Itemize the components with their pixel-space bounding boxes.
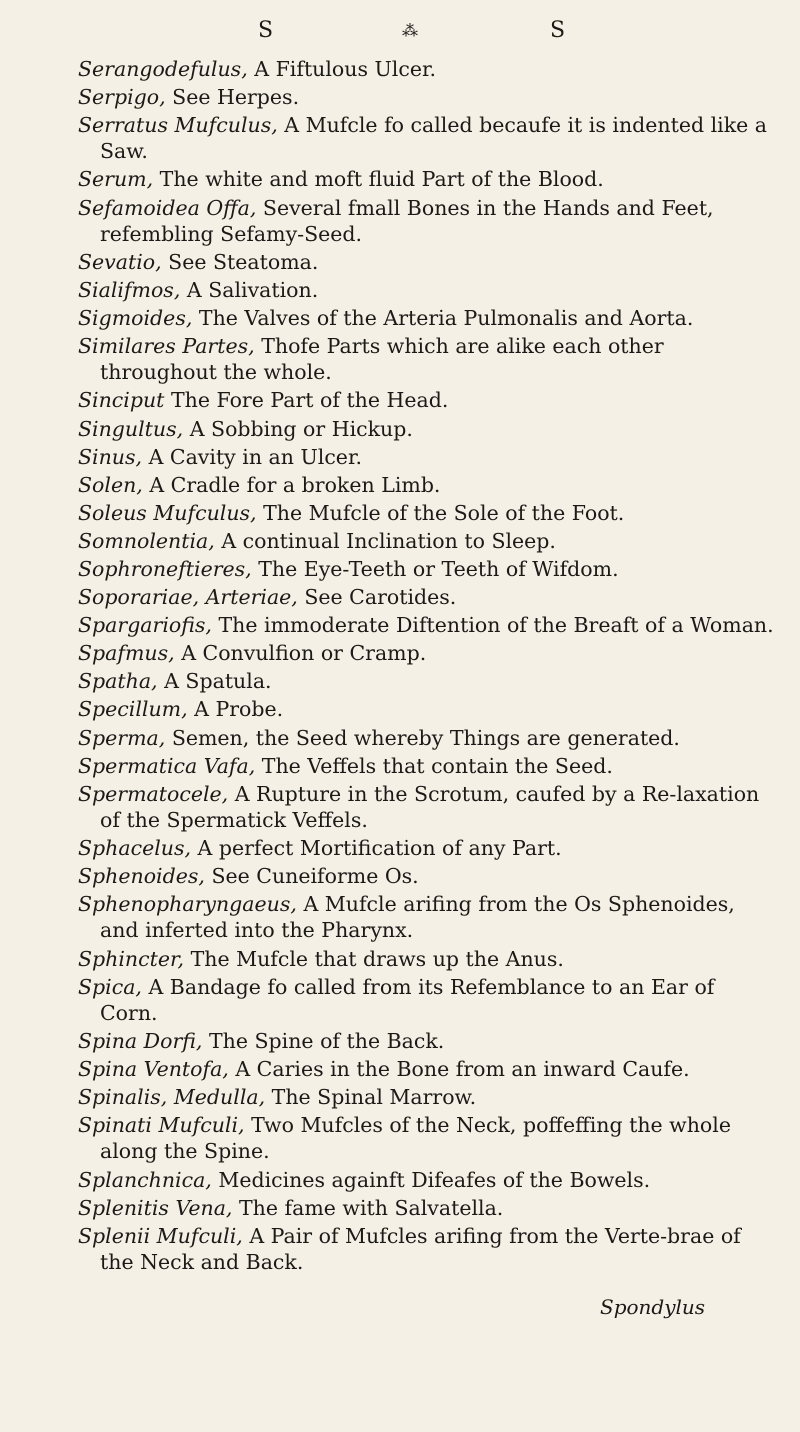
- entry-definition: A Fiftulous Ulcer.: [254, 57, 437, 81]
- glossary-entry: [78, 584, 778, 610]
- glossary-entry: [78, 416, 778, 442]
- entry-definition: A Cradle for a broken Limb.: [149, 472, 441, 497]
- entry-term: Sphenopharyngaeus,: [78, 892, 297, 917]
- entry-definition: The immoderate Diftention of the Breaft of a Woman.: [218, 613, 774, 638]
- entry-term: Sphacelus,: [78, 836, 192, 861]
- glossary-entry: [78, 1195, 778, 1221]
- entry-term: Spermatica Vafa,: [78, 753, 256, 778]
- glossary-entry: [78, 946, 778, 972]
- entry-definition: A Bandage fo called from its Refemblance to an Ear of Corn.: [100, 974, 715, 1025]
- entry-term: Serratus Mufculus,: [78, 113, 278, 138]
- entry-definition: A Mufcle fo called becaufe it is indented like a Saw.: [100, 113, 768, 164]
- glossary-entry: [78, 195, 778, 247]
- entry-definition: Two Mufcles of the Neck, poffeffing the whole along the Spine.: [100, 1113, 731, 1164]
- glossary-entry: [78, 387, 778, 413]
- entry-definition: The Eye-Teeth or Teeth of Wifdom.: [258, 557, 619, 582]
- entry-definition: The Veffels that contain the Seed.: [261, 753, 613, 778]
- entry-definition: The Valves of the Arteria Pulmonalis and Aorta.: [198, 306, 694, 331]
- entry-definition: A Caries in the Bone from an inward Caufe.: [235, 1057, 690, 1082]
- entry-term: Spermatocele,: [78, 781, 229, 806]
- entry-term: Sigmoides,: [78, 306, 193, 331]
- entry-term: Splenitis Vena,: [78, 1195, 233, 1220]
- glossary-entry: [78, 668, 778, 694]
- entry-term: Sphenoides,: [78, 864, 205, 889]
- entry-term: Spafmus,: [78, 641, 175, 666]
- glossary-entry: [78, 1112, 778, 1164]
- entry-term: Sperma,: [78, 725, 166, 750]
- glossary-entry: [78, 472, 778, 498]
- entry-term: Sevatio,: [78, 249, 162, 274]
- entry-definition: The Mufcle that draws up the Anus.: [190, 946, 564, 971]
- glossary-entry: [78, 1028, 778, 1054]
- entry-term: Sialifmos,: [78, 277, 181, 302]
- entry-definition: The Mufcle of the Sole of the Foot.: [263, 500, 625, 525]
- entry-term: Splanchnica,: [78, 1167, 212, 1192]
- entry-term: Soleus Mufculus,: [78, 500, 257, 525]
- entry-term: Serangodefulus,: [78, 57, 248, 81]
- entry-term: Spargariofis,: [78, 613, 212, 638]
- glossary-entry: [78, 696, 778, 722]
- entry-definition: The Spine of the Back.: [208, 1028, 445, 1053]
- entry-definition: A Cavity in an Ulcer.: [148, 444, 363, 469]
- entry-term: Spica,: [78, 974, 142, 999]
- entry-term: Soporariae, Arteriae,: [78, 585, 298, 610]
- entry-term: Spina Ventofa,: [78, 1057, 229, 1082]
- entry-term: Somnolentia,: [78, 528, 215, 553]
- glossary-entry: [78, 640, 778, 666]
- glossary-entry: [78, 56, 778, 82]
- entry-term: Sinus,: [78, 444, 143, 469]
- glossary-entry: [78, 1167, 778, 1193]
- entry-definition: A Pair of Mufcles arifing from the Verte-brae of the Neck and Back.: [100, 1223, 741, 1274]
- entry-term: Spina Dorfi,: [78, 1028, 203, 1053]
- glossary-entries: [78, 56, 778, 1277]
- running-head-right: S: [550, 18, 567, 43]
- glossary-entry: [78, 725, 778, 751]
- running-head-left: S: [258, 18, 275, 43]
- entry-definition: Semen, the Seed whereby Things are generated.: [171, 725, 680, 750]
- glossary-entry: [78, 835, 778, 861]
- entry-definition: A Mufcle arifing from the Os Sphenoides, and inferted into the Pharynx.: [100, 892, 735, 943]
- glossary-entry: [78, 112, 778, 164]
- entry-definition: A Sobbing or Hickup.: [189, 416, 413, 441]
- entry-definition: The fame with Salvatella.: [238, 1195, 504, 1220]
- running-head: [0, 18, 800, 48]
- glossary-entry: [78, 1056, 778, 1082]
- glossary-entry: [78, 1084, 778, 1110]
- glossary-entry: [78, 974, 778, 1026]
- glossary-entry: [78, 753, 778, 779]
- glossary-entry: [78, 500, 778, 526]
- entry-term: Sinciput: [78, 388, 165, 413]
- glossary-entry: [78, 277, 778, 303]
- entry-definition: The Fore Part of the Head.: [170, 388, 449, 413]
- entry-term: Spinati Mufculi,: [78, 1113, 245, 1138]
- entry-term: Sefamoidea Offa,: [78, 195, 257, 220]
- glossary-entry: [78, 528, 778, 554]
- entry-definition: A continual Inclination to Sleep.: [221, 528, 556, 553]
- glossary-entry: [78, 84, 778, 110]
- entry-term: Solen,: [78, 472, 143, 497]
- glossary-entry: [78, 305, 778, 331]
- glossary-entry: [78, 444, 778, 470]
- glossary-entry: [78, 333, 778, 385]
- entry-definition: A Rupture in the Scrotum, caufed by a Re-laxation of the Spermatick Veffels.: [100, 781, 760, 832]
- entry-term: Singultus,: [78, 416, 184, 441]
- entry-definition: The white and moft fluid Part of the Blood.: [159, 167, 604, 192]
- entry-term: Spinalis, Medulla,: [78, 1085, 266, 1110]
- entry-definition: A Convulfion or Cramp.: [181, 641, 427, 666]
- entry-definition: A Salivation.: [186, 277, 319, 302]
- entry-definition: See Herpes.: [172, 85, 300, 110]
- glossary-entry: [78, 1223, 778, 1275]
- running-head-ornament: ⁂: [402, 21, 419, 40]
- glossary-entry: [78, 612, 778, 638]
- entry-term: Specillum,: [78, 697, 188, 722]
- entry-definition: See Carotides.: [304, 585, 457, 610]
- entry-term: Serpigo,: [78, 85, 166, 110]
- entry-definition: See Steatoma.: [168, 249, 319, 274]
- entry-definition: A Probe.: [194, 697, 284, 722]
- entry-definition: A Spatula.: [164, 669, 272, 694]
- entry-term: Spatha,: [78, 669, 158, 694]
- entry-term: Similares Partes,: [78, 334, 255, 359]
- entry-definition: Medicines againft Difeafes of the Bowels.: [218, 1167, 651, 1192]
- entry-definition: Several fmall Bones in the Hands and Feet, refembling Sefamy-Seed.: [100, 195, 714, 246]
- entry-definition: A perfect Mortification of any Part.: [197, 836, 562, 861]
- entry-definition: The Spinal Marrow.: [271, 1085, 477, 1110]
- entry-term: Splenii Mufculi,: [78, 1223, 243, 1248]
- glossary-entry: [78, 166, 778, 192]
- catchword: Spondylus: [600, 1295, 706, 1319]
- entry-definition: See Cuneiforme Os.: [211, 864, 419, 889]
- entry-term: Sphincter,: [78, 946, 185, 971]
- glossary-entry: [78, 556, 778, 582]
- glossary-entry: [78, 249, 778, 275]
- entry-term: Sophroneftieres,: [78, 557, 252, 582]
- entry-term: Serum,: [78, 167, 154, 192]
- glossary-entry: [78, 781, 778, 833]
- entry-definition: Thofe Parts which are alike each other throughout the whole.: [100, 334, 664, 385]
- glossary-entry: [78, 891, 778, 943]
- glossary-entry: [78, 863, 778, 889]
